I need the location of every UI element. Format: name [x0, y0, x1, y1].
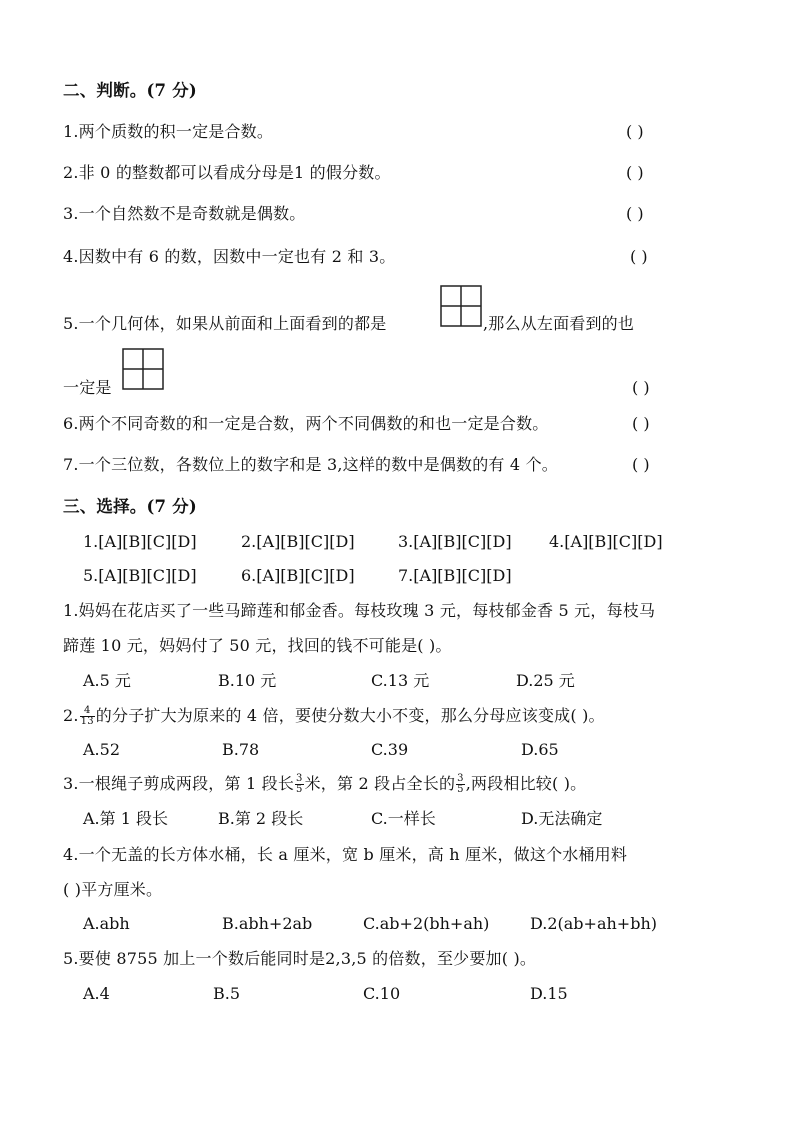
judge-answer-3[interactable]: ( )	[626, 204, 644, 223]
choice-q4-option-d[interactable]: D.2(ab+ah+bh)	[530, 914, 657, 933]
choice-q3-stem	[63, 774, 586, 795]
choice-q2-suffix: 的分子扩大为原来的 4 倍，要使分数大小不变，那么分母应该变成( )。	[95, 706, 605, 725]
judge-item-2: 2.非 0 的整数都可以看成分母是1 的假分数。	[63, 163, 391, 182]
judge-item-6: 6.两个不同奇数的和一定是合数，两个不同偶数的和也一定是合数。	[63, 414, 549, 433]
fraction-numerator: 3	[457, 773, 464, 784]
judge-item-5-part-b: ,那么从左面看到的也	[483, 314, 635, 333]
choice-q5-line1: 5.要使 8755 加上一个数后能同时是2,3,5 的倍数，至少要加( )。	[63, 949, 537, 968]
choice-q3-option-c[interactable]: C.一样长	[371, 809, 436, 828]
choice-q1-option-b[interactable]: B.10 元	[218, 671, 277, 690]
choice-q4-line1: 4.一个无盖的长方体水桶，长 a 厘米，宽 b 厘米，高 h 厘米，做这个水桶用料	[63, 845, 628, 864]
choice-q3-option-d[interactable]: D.无法确定	[521, 809, 603, 828]
choice-q5-option-d[interactable]: D.15	[530, 984, 568, 1003]
judge-answer-6[interactable]: ( )	[632, 414, 650, 433]
fraction-3-5-second	[456, 774, 465, 795]
choice-q1-line2: 蹄莲 10 元，妈妈付了 50 元，找回的钱不可能是( )。	[63, 636, 452, 655]
fraction-numerator: 3	[296, 773, 303, 784]
choice-q2-option-c[interactable]: C.39	[371, 740, 409, 759]
choice-q4-option-b[interactable]: B.abh+2ab	[222, 914, 313, 933]
choice-q2-stem	[63, 706, 605, 727]
answer-card-1[interactable]: 1.[A][B][C][D]	[83, 532, 197, 551]
judge-answer-1[interactable]: ( )	[626, 122, 644, 141]
choice-q3-part2: 米，第 2 段占全长的	[304, 774, 456, 793]
answer-card-4[interactable]: 4.[A][B][C][D]	[549, 532, 663, 551]
judge-item-3: 3.一个自然数不是奇数就是偶数。	[63, 204, 306, 223]
choice-q2-option-d[interactable]: D.65	[521, 740, 559, 759]
answer-card-6[interactable]: 6.[A][B][C][D]	[241, 566, 355, 585]
section3-title: 三、选择。(7 分)	[63, 497, 197, 516]
choice-q4-line2: ( )平方厘米。	[63, 880, 163, 899]
judge-answer-7[interactable]: ( )	[632, 455, 650, 474]
choice-q2-option-a[interactable]: A.52	[83, 740, 120, 759]
judge-item-4: 4.因数中有 6 的数，因数中一定也有 2 和 3。	[63, 247, 396, 266]
choice-q2-prefix: 2.	[63, 706, 79, 725]
judge-answer-4[interactable]: ( )	[630, 247, 648, 266]
answer-card-2[interactable]: 2.[A][B][C][D]	[241, 532, 355, 551]
choice-q2-option-b[interactable]: B.78	[222, 740, 260, 759]
choice-q4-option-c[interactable]: C.ab+2(bh+ah)	[363, 914, 490, 933]
grid-shape-left	[122, 348, 164, 390]
judge-item-5-part-a: 5.一个几何体，如果从前面和上面看到的都是	[63, 314, 387, 333]
choice-q1-option-c[interactable]: C.13 元	[371, 671, 430, 690]
choice-q1-line1: 1.妈妈在花店买了一些马蹄莲和郁金香。每枝玫瑰 3 元，每枝郁金香 5 元，每枝马	[63, 601, 656, 620]
choice-q5-option-a[interactable]: A.4	[83, 984, 110, 1003]
fraction-denominator: 5	[296, 784, 303, 795]
judge-answer-5[interactable]: ( )	[632, 378, 650, 397]
choice-q5-option-c[interactable]: C.10	[363, 984, 401, 1003]
choice-q1-option-a[interactable]: A.5 元	[83, 671, 131, 690]
fraction-denominator: 13	[80, 716, 94, 727]
judge-item-5-part-c: 一定是	[63, 378, 112, 397]
choice-q3-part3: ,两段相比较( )。	[465, 774, 587, 793]
choice-q4-option-a[interactable]: A.abh	[83, 914, 130, 933]
answer-card-5[interactable]: 5.[A][B][C][D]	[83, 566, 197, 585]
choice-q5-option-b[interactable]: B.5	[213, 984, 241, 1003]
fraction-3-5-first	[295, 774, 304, 795]
choice-q3-part1: 3.一根绳子剪成两段，第 1 段长	[63, 774, 295, 793]
answer-card-3[interactable]: 3.[A][B][C][D]	[398, 532, 512, 551]
answer-card-7[interactable]: 7.[A][B][C][D]	[398, 566, 512, 585]
section2-title: 二、判断。(7 分)	[63, 81, 197, 100]
choice-q3-option-b[interactable]: B.第 2 段长	[218, 809, 304, 828]
grid-shape-front-top	[440, 285, 482, 327]
fraction-denominator: 5	[457, 784, 464, 795]
fraction-4-13	[80, 706, 95, 727]
choice-q3-option-a[interactable]: A.第 1 段长	[83, 809, 168, 828]
choice-q1-option-d[interactable]: D.25 元	[516, 671, 575, 690]
judge-item-7: 7.一个三位数，各数位上的数字和是 3,这样的数中是偶数的有 4 个。	[63, 455, 558, 474]
fraction-numerator: 4	[80, 706, 95, 717]
judge-item-1: 1.两个质数的积一定是合数。	[63, 122, 274, 141]
judge-answer-2[interactable]: ( )	[626, 163, 644, 182]
